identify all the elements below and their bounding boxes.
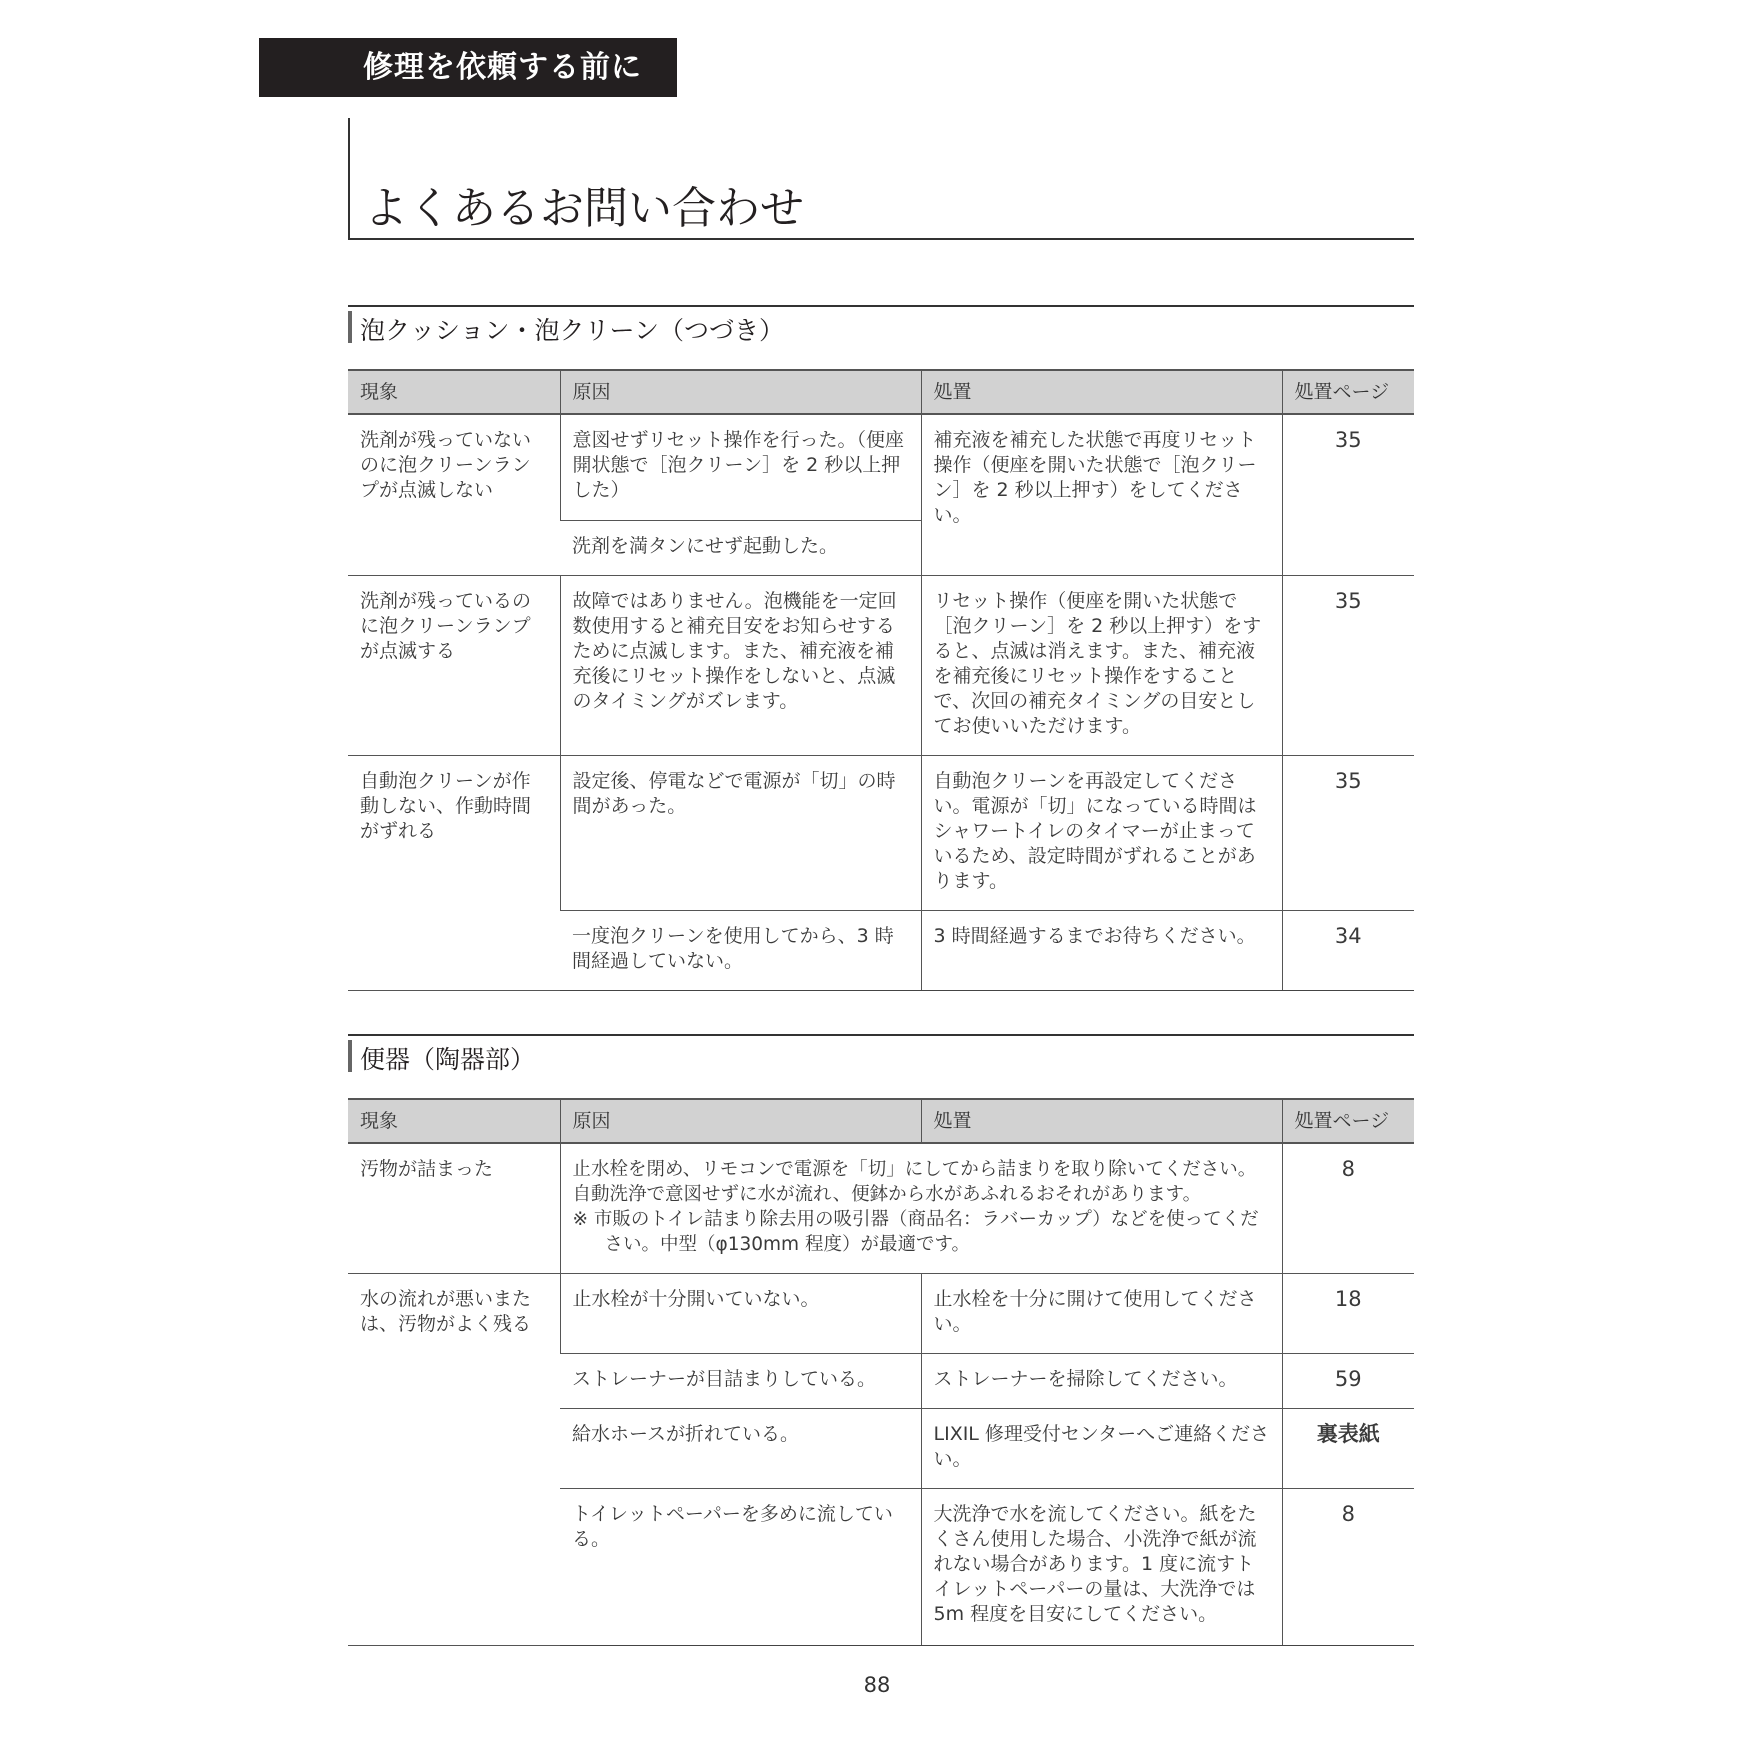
table-row: [348, 414, 1414, 520]
table-row: [348, 1143, 1414, 1273]
page-ref-cell: 35: [1282, 414, 1414, 575]
section-title: 便器（陶器部）: [360, 1045, 536, 1074]
table-row: [348, 575, 1414, 755]
page-ref-cell: 18: [1282, 1273, 1414, 1353]
phenomenon-cell: 洗剤が残っているのに泡クリーンランプが点滅する: [348, 575, 560, 755]
cause-cell: ストレーナーが目詰まりしている。: [560, 1353, 921, 1408]
header-page: 処置ページ: [1282, 370, 1414, 414]
cause-cell: 洗剤を満タンにせず起動した。: [560, 520, 921, 575]
table-row: [348, 755, 1414, 910]
heading-bar: [348, 1040, 352, 1072]
page-title: よくあるお問い合わせ: [364, 183, 804, 234]
action-cell: 補充液を補充した状態で再度リセット操作（便座を開いた状態で［泡クリーン］を 2 秒以上押す）をしてください。: [921, 414, 1282, 575]
section-heading-bowl: [348, 1034, 1414, 1074]
page-ref-cell: 8: [1282, 1143, 1414, 1273]
header-cause: 原因: [560, 1099, 921, 1143]
cause-line: 自動洗浄で意図せずに水が流れ、便鉢から水があふれるおそれがあります。: [572, 1184, 1202, 1205]
page-ref-cell: 35: [1282, 575, 1414, 755]
table-header-row: [348, 370, 1414, 414]
cause-cell: 設定後、停電などで電源が「切」の時間があった。: [560, 755, 921, 910]
action-cell: ストレーナーを掃除してください。: [921, 1353, 1282, 1408]
cause-line: 止水栓を閉め、リモコンで電源を「切」にしてから詰まりを取り除いてください。: [572, 1159, 1257, 1180]
phenomenon-cell: 自動泡クリーンが作動しない、作動時間がずれる: [348, 755, 560, 990]
table-row: [348, 1273, 1414, 1353]
cause-cell: 故障ではありません。泡機能を一定回数使用すると補充目安をお知らせするために点滅します。また、補充液を補充後にリセット操作をしないと、点滅のタイミングがズレます。: [560, 575, 921, 755]
phenomenon-cell: 汚物が詰まった: [348, 1143, 560, 1273]
page-ref-cell: 8: [1282, 1488, 1414, 1645]
section-heading-foam: [348, 305, 1414, 345]
page-ref-cell: 35: [1282, 755, 1414, 910]
action-cell: リセット操作（便座を開いた状態で［泡クリーン］を 2 秒以上押す）をすると、点滅は消えます。また、補充液を補充後にリセット操作をすることで、次回の補充タイミングの目安としてお使いいただけます。: [921, 575, 1282, 755]
header-phenomenon: 現象: [348, 370, 560, 414]
action-cell: 大洗浄で水を流してください。紙をたくさん使用した場合、小洗浄で紙が流れない場合があります。1 度に流すトイレットペーパーの量は、大洗浄では 5m 程度を目安にしてください。: [921, 1488, 1282, 1645]
page-ref-cell: 裏表紙: [1282, 1408, 1414, 1488]
section-title: 泡クッション・泡クリーン（つづき）: [360, 316, 785, 345]
cause-action-cell: [560, 1143, 1282, 1273]
heading-bar: [348, 311, 352, 343]
faq-table-bowl: [348, 1098, 1414, 1646]
action-cell: 自動泡クリーンを再設定してください。電源が「切」になっている時間はシャワートイレのタイマーが止まっているため、設定時間がずれることがあります。: [921, 755, 1282, 910]
header-phenomenon: 現象: [348, 1099, 560, 1143]
cause-cell: 一度泡クリーンを使用してから、3 時間経過していない。: [560, 910, 921, 990]
faq-table-foam: [348, 369, 1414, 991]
header-action: 処置: [921, 1099, 1282, 1143]
action-cell: LIXIL 修理受付センターへご連絡ください。: [921, 1408, 1282, 1488]
page-number: 88: [863, 1673, 891, 1697]
page-title-frame: [348, 118, 1414, 240]
header-page: 処置ページ: [1282, 1099, 1414, 1143]
header-action: 処置: [921, 370, 1282, 414]
phenomenon-cell: 水の流れが悪いまたは、汚物がよく残る: [348, 1273, 560, 1645]
page-ref-cell: 59: [1282, 1353, 1414, 1408]
cause-cell: 止水栓が十分開いていない。: [560, 1273, 921, 1353]
cause-note: ※ 市販のトイレ詰まり除去用の吸引器（商品名：ラバーカップ）などを使ってください。中型（φ130mm 程度）が最適です。: [572, 1209, 1259, 1255]
cause-cell: 給水ホースが折れている。: [560, 1408, 921, 1488]
cause-cell: 意図せずリセット操作を行った。（便座開状態で［泡クリーン］を 2 秒以上押した）: [560, 414, 921, 520]
page-ref-cell: 34: [1282, 910, 1414, 990]
action-cell: 止水栓を十分に開けて使用してください。: [921, 1273, 1282, 1353]
header-cause: 原因: [560, 370, 921, 414]
phenomenon-cell: 洗剤が残っていないのに泡クリーンランプが点滅しない: [348, 414, 560, 575]
chapter-tag: 修理を依頼する前に: [259, 38, 677, 97]
action-cell: 3 時間経過するまでお待ちください。: [921, 910, 1282, 990]
table-header-row: [348, 1099, 1414, 1143]
cause-cell: トイレットペーパーを多めに流している。: [560, 1488, 921, 1645]
